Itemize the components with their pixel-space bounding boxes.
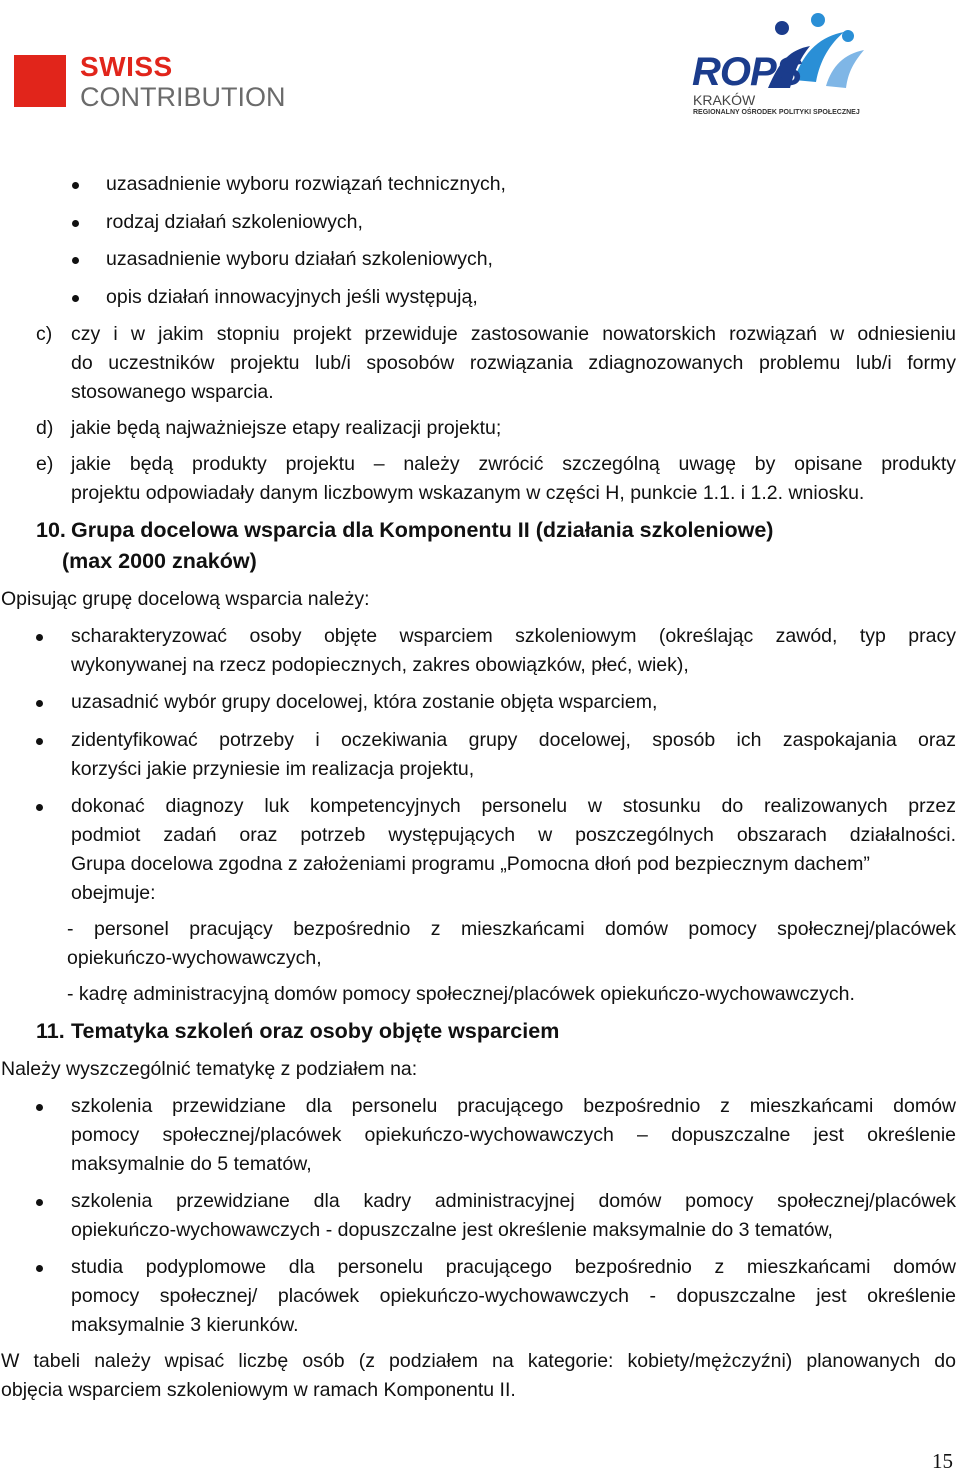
- swiss-contribution-logo-mark: [14, 55, 66, 107]
- list-item: opis działań innowacyjnych jeśli występują,: [106, 286, 478, 308]
- item-e-line: jakie będą produkty projektu – należy zwrócić szczególną uwagę by opisane produkty: [71, 453, 956, 475]
- bullet-icon: [72, 295, 79, 302]
- list-item: rodzaj działań szkoleniowych,: [106, 211, 363, 233]
- list-item: maksymalnie do 5 tematów,: [71, 1153, 312, 1175]
- list-item: szkolenia przewidziane dla kadry administracyjnej domów pomocy społecznej/placówek: [71, 1190, 956, 1212]
- bullet-icon: [36, 1265, 43, 1272]
- contribution-logo-text: CONTRIBUTION: [80, 82, 286, 112]
- list-item: korzyści jakie przyniesie im realizacja projektu,: [71, 758, 475, 780]
- bullet-icon: [72, 182, 79, 189]
- item-c-marker: c): [36, 323, 53, 345]
- item-e-marker: e): [36, 453, 54, 475]
- list-item: obejmuje:: [71, 882, 156, 904]
- dash-item: - personel pracujący bezpośrednio z mieszkańcami domów pomocy społecznej/placówek: [67, 918, 956, 940]
- page-number: 15: [932, 1449, 953, 1473]
- section-10-subtitle: (max 2000 znaków): [62, 549, 257, 573]
- item-e-line: projektu odpowiadały danym liczbowym wskazanym w części H, punkcie 1.1. i 1.2. wniosku.: [71, 482, 865, 504]
- dash-item: - kadrę administracyjną domów pomocy społecznej/placówek opiekuńczo-wychowawczych.: [67, 983, 855, 1005]
- item-d-text: jakie będą najważniejsze etapy realizacji projektu;: [71, 417, 502, 439]
- bullet-icon: [36, 1199, 43, 1206]
- closing-paragraph-line: W tabeli należy wpisać liczbę osób (z podziałem na kategorie: kobiety/mężczyźni) planowanych do: [1, 1350, 956, 1372]
- section-10-number: 10.: [36, 518, 66, 542]
- section-11-intro: Należy wyszczególnić tematykę z podziałem na:: [1, 1058, 418, 1080]
- list-item: scharakteryzować osoby objęte wsparciem szkoleniowym (określając zawód, typ pracy: [71, 625, 956, 647]
- list-item: uzasadnienie wyboru działań szkoleniowych,: [106, 248, 493, 270]
- dash-item: opiekuńczo-wychowawczych,: [67, 947, 322, 969]
- bullet-icon: [36, 634, 43, 641]
- list-item: studia podyplomowe dla personelu pracującego bezpośrednio z mieszkańcami domów: [71, 1256, 956, 1278]
- list-item: szkolenia przewidziane dla personelu pracującego bezpośrednio z mieszkańcami domów: [71, 1095, 956, 1117]
- list-item: zidentyfikować potrzeby i oczekiwania grupy docelowej, sposób ich zaspokajania oraz: [71, 729, 956, 751]
- swiss-logo-text: SWISS: [80, 51, 173, 82]
- section-11-number: 11.: [36, 1019, 65, 1043]
- section-10-title: Grupa docelowa wsparcia dla Komponentu II (działania szkoleniowe): [71, 518, 774, 542]
- list-item: uzasadnienie wyboru rozwiązań technicznych,: [106, 173, 506, 195]
- list-item: dokonać diagnozy luk kompetencyjnych personelu w stosunku do realizowanych przez: [71, 795, 956, 817]
- list-item: pomocy społecznej/ placówek opiekuńczo-wychowawczych - dopuszczalne jest określenie: [71, 1285, 956, 1307]
- rops-subtitle-text: REGIONALNY OŚRODEK POLITYKI SPOŁECZNEJ: [693, 109, 860, 116]
- list-item: Grupa docelowa zgodna z założeniami programu „Pomocna dłoń pod bezpiecznym dachem”: [71, 853, 870, 875]
- bullet-icon: [72, 257, 79, 264]
- item-c-line: czy i w jakim stopniu projekt przewiduje zastosowanie nowatorskich rozwiązań w odniesieniu: [71, 323, 956, 345]
- item-c-line: stosowanego wsparcia.: [71, 381, 274, 403]
- bullet-icon: [36, 738, 43, 745]
- list-item: maksymalnie 3 kierunków.: [71, 1314, 299, 1336]
- bullet-icon: [72, 220, 79, 227]
- item-c-line: do uczestników projektu lub/i sposobów rozwiązania zdiagnozowanych problemu lub/i formy: [71, 352, 956, 374]
- closing-paragraph-line: objęcia wsparciem szkoleniowym w ramach Komponentu II.: [1, 1379, 516, 1401]
- section-11-title: Tematyka szkoleń oraz osoby objęte wsparciem: [71, 1019, 560, 1043]
- list-item: wykonywanej na rzecz podopiecznych, zakres obowiązków, płeć, wiek),: [71, 654, 689, 676]
- bullet-icon: [36, 700, 43, 707]
- section-10-intro: Opisując grupę docelową wsparcia należy:: [1, 588, 370, 610]
- rops-city-text: KRAKÓW: [693, 92, 756, 108]
- item-d-marker: d): [36, 417, 54, 439]
- rops-logo-text: ROPS: [692, 50, 802, 94]
- list-item: opiekuńczo-wychowawczych - dopuszczalne jest określenie maksymalnie do 3 tematów,: [71, 1219, 833, 1241]
- list-item: pomocy społecznej/placówek opiekuńczo-wychowawczych – dopuszczalne jest określenie: [71, 1124, 956, 1146]
- list-item: uzasadnić wybór grupy docelowej, która zostanie objęta wsparciem,: [71, 691, 658, 713]
- bullet-icon: [36, 804, 43, 811]
- list-item: podmiot zadań oraz potrzeb występujących w poszczególnych obszarach działalności.: [71, 824, 956, 846]
- swiss-flag-icon: [14, 55, 66, 107]
- bullet-icon: [36, 1104, 43, 1111]
